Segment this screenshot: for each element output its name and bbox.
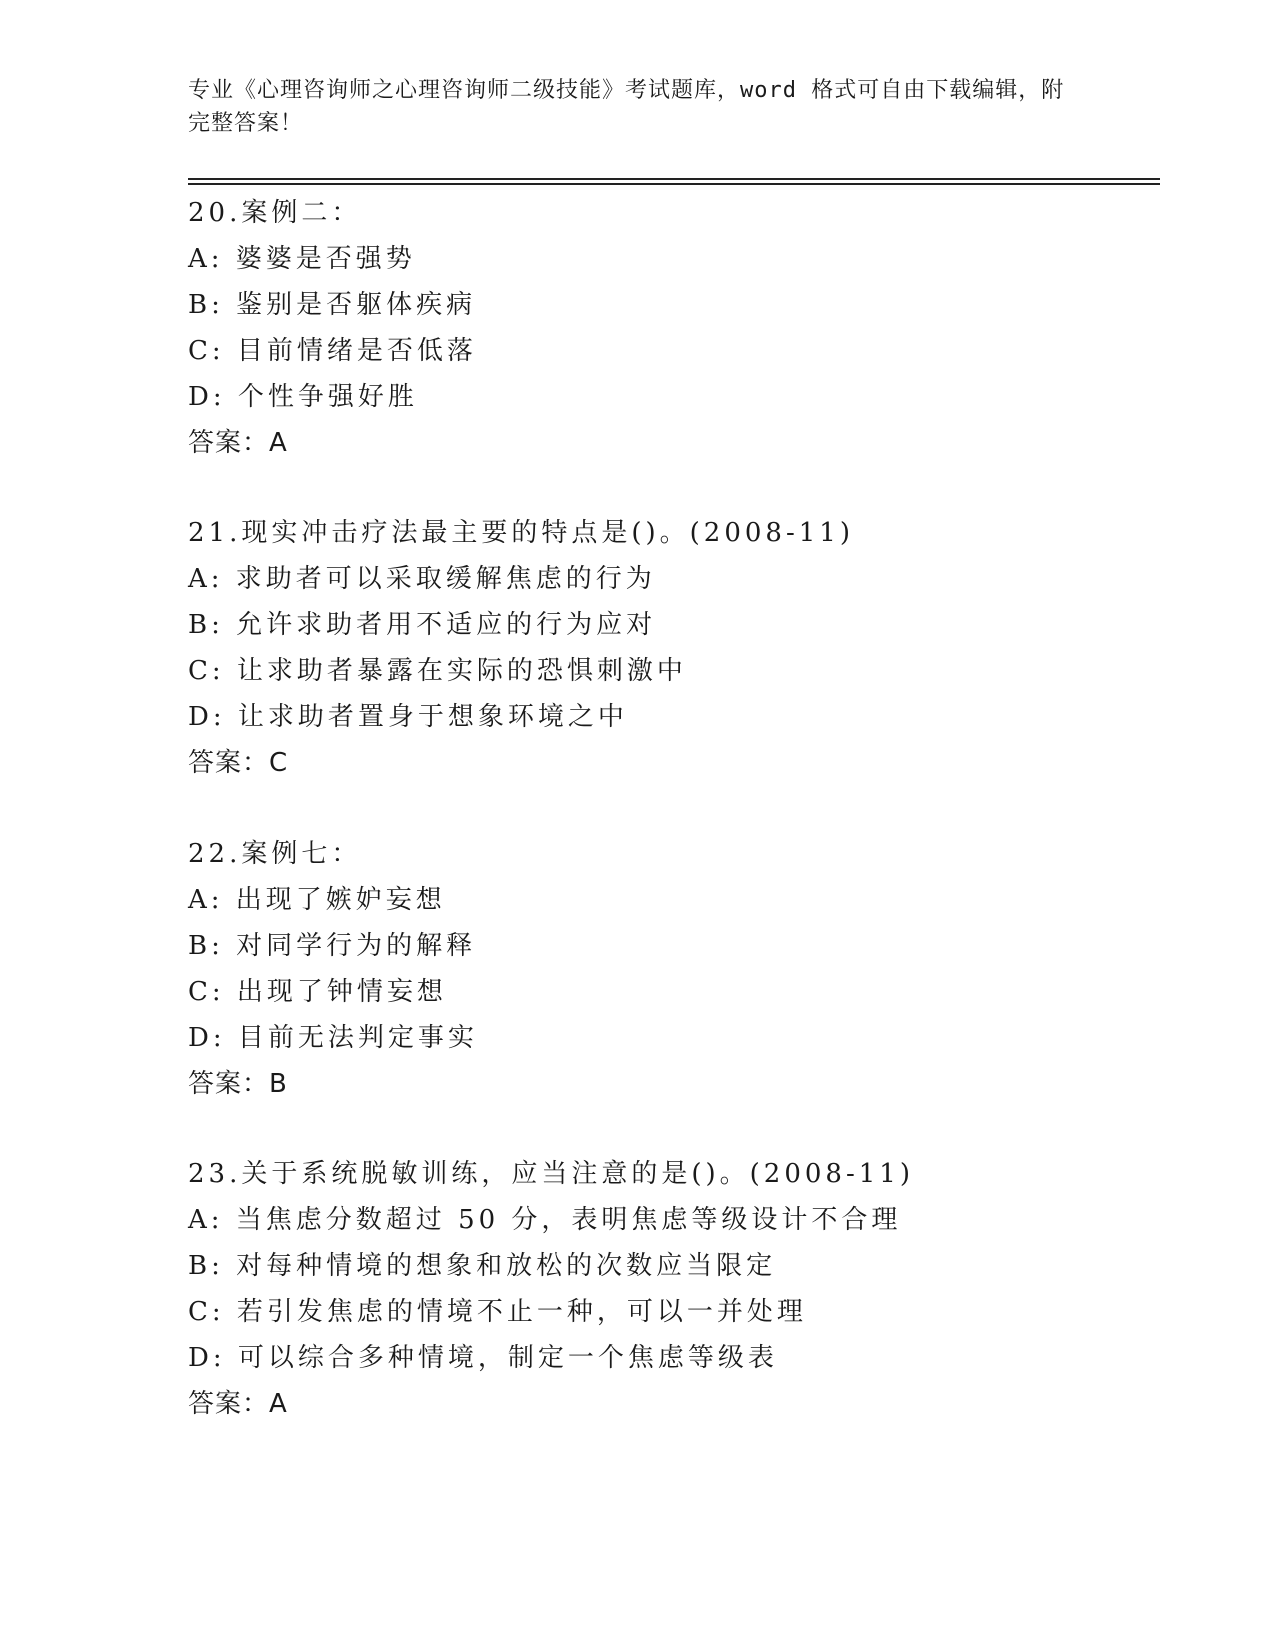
option-b: B: 对同学行为的解释: [188, 931, 477, 961]
option-c: C: 让求助者暴露在实际的恐惧刺激中: [188, 656, 687, 686]
option-a: A: 当焦虑分数超过 50 分，表明焦虑等级设计不合理: [188, 1205, 902, 1235]
option-b: B: 鉴别是否躯体疾病: [188, 290, 477, 320]
question-22: [188, 831, 1148, 1107]
answer: 答案：B: [188, 1069, 288, 1099]
header-divider-bottom: [188, 183, 1160, 185]
option-a: A: 婆婆是否强势: [188, 244, 416, 274]
option-b: B: 允许求助者用不适应的行为应对: [188, 610, 657, 640]
question-21: [188, 510, 1148, 786]
document-header: 专业《心理咨询师之心理咨询师二级技能》考试题库，word 格式可自由下载编辑，附完整答案！: [188, 78, 1065, 136]
option-d: D: 可以综合多种情境，制定一个焦虑等级表: [188, 1343, 778, 1373]
question-stem: 20.案例二：: [188, 198, 362, 228]
option-d: D: 目前无法判定事实: [188, 1023, 478, 1053]
option-a: A: 出现了嫉妒妄想: [188, 885, 446, 915]
answer: 答案：A: [188, 428, 288, 458]
option-b: B: 对每种情境的想象和放松的次数应当限定: [188, 1251, 777, 1281]
option-d: D: 个性争强好胜: [188, 382, 418, 412]
question-stem: 22.案例七：: [188, 839, 362, 869]
answer: 答案：C: [188, 748, 289, 778]
option-c: C: 出现了钟情妄想: [188, 977, 447, 1007]
option-a: A: 求助者可以采取缓解焦虑的行为: [188, 564, 656, 594]
option-c: C: 若引发焦虑的情境不止一种，可以一并处理: [188, 1297, 807, 1327]
header-divider-top: [188, 178, 1160, 180]
answer: 答案：A: [188, 1389, 288, 1419]
question-stem: 23.关于系统脱敏训练，应当注意的是()。(2008-11): [188, 1159, 914, 1189]
option-c: C: 目前情绪是否低落: [188, 336, 477, 366]
question-23: [188, 1151, 1148, 1427]
option-d: D: 让求助者置身于想象环境之中: [188, 702, 628, 732]
question-20: [188, 190, 1148, 466]
question-stem: 21.现实冲击疗法最主要的特点是()。(2008-11): [188, 518, 854, 548]
